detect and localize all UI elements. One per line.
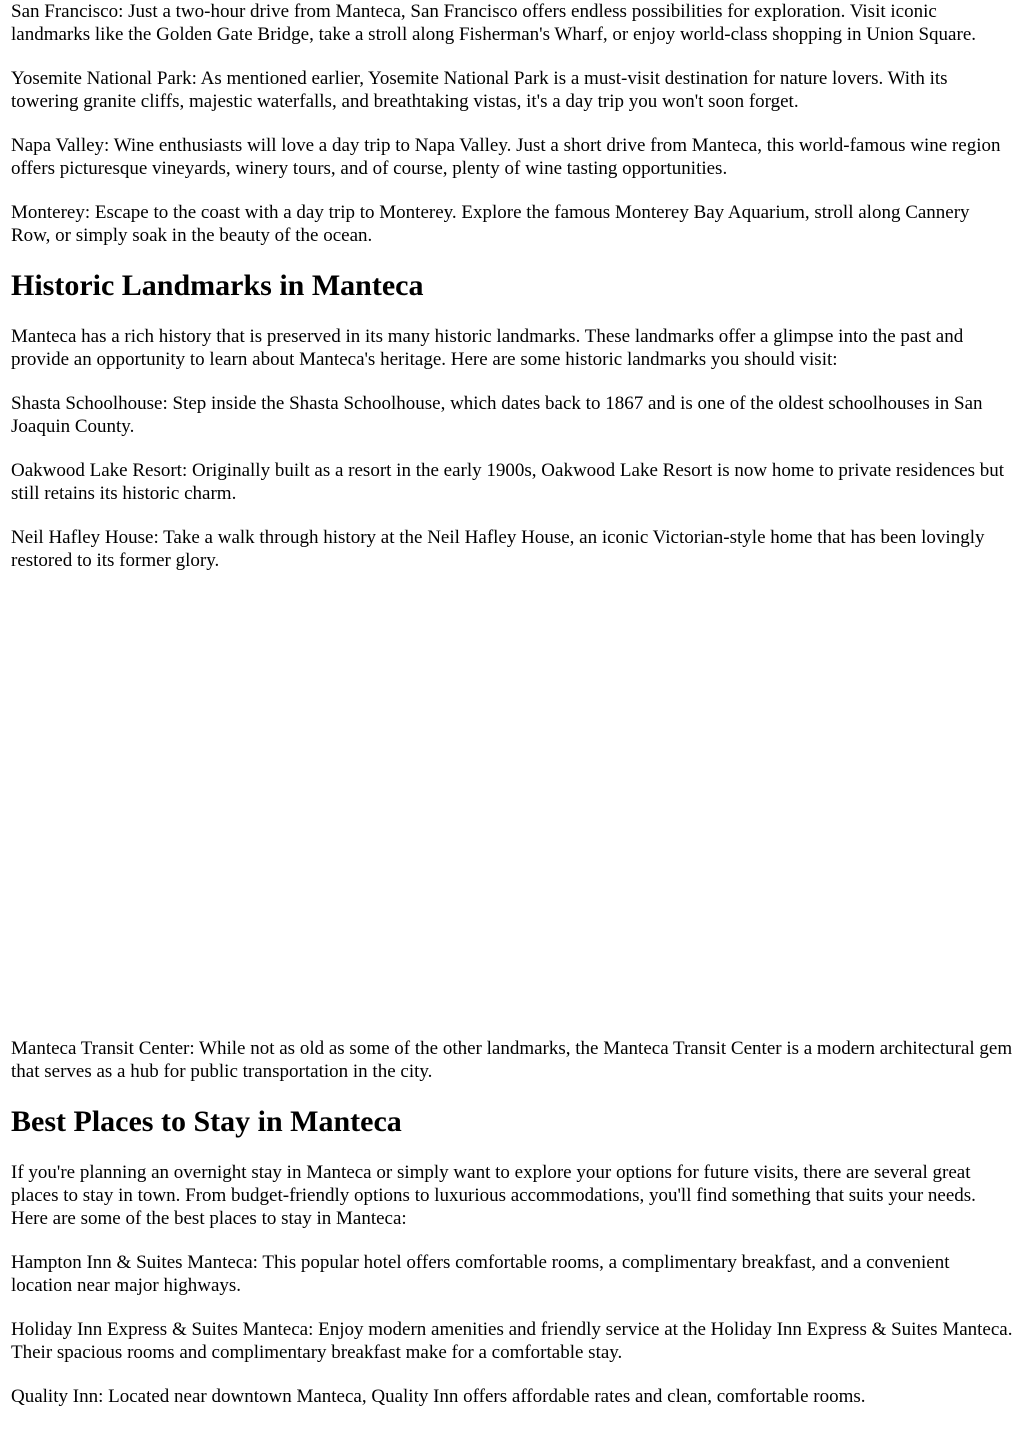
landmark-manteca-transit-center: Manteca Transit Center: While not as old as some of the other landmarks, the Manteca Transit Center is a modern architectural gem that serves as a hub for public transportation in the city.: [11, 1038, 1013, 1082]
landmark-oakwood-lake-resort: Oakwood Lake Resort: Originally built as a resort in the early 1900s, Oakwood Lake Resort is now home to private residences but still retains its historic charm.: [11, 460, 1005, 504]
landmarks-intro: Manteca has a rich history that is preserved in its many historic landmarks. These landmarks offer a glimpse into the past and provide an opportunity to learn about Manteca's heritage. Here are some historic landmarks you should visit:: [11, 326, 964, 370]
stay-intro: If you're planning an overnight stay in Manteca or simply want to explore your options for future visits, there are several great places to stay in town. From budget-friendly options to luxurious accommodations, you'll find something that suits your needs. Here are some of the best places to stay in Manteca:: [11, 1162, 976, 1229]
landmarks-heading: Historic Landmarks in Manteca: [11, 269, 424, 302]
landmark-neil-hafley-house: Neil Hafley House: Take a walk through history at the Neil Hafley House, an iconic Victorian-style home that has been lovingly restored to its former glory.: [11, 527, 985, 571]
day-trip-yosemite: Yosemite National Park: As mentioned earlier, Yosemite National Park is a must-visit destination for nature lovers. With its towering granite cliffs, majestic waterfalls, and breathtaking vistas, it's a day trip you won't soon forget.: [11, 68, 948, 112]
stay-holiday-inn-express: Holiday Inn Express & Suites Manteca: Enjoy modern amenities and friendly service at the Holiday Inn Express & Suites Manteca. Their spacious rooms and complimentary breakfast make for a comfortable stay.: [11, 1319, 1013, 1363]
stay-hampton-inn: Hampton Inn & Suites Manteca: This popular hotel offers comfortable rooms, a complimentary breakfast, and a convenient location near major highways.: [11, 1252, 950, 1296]
day-trip-san-francisco: San Francisco: Just a two-hour drive from Manteca, San Francisco offers endless possibilities for exploration. Visit iconic landmarks like the Golden Gate Bridge, take a stroll along Fisherman's Wharf, or enjoy world-class shopping in Union Square.: [11, 1, 977, 45]
day-trip-monterey: Monterey: Escape to the coast with a day trip to Monterey. Explore the famous Monterey Bay Aquarium, stroll along Cannery Row, or simply soak in the beauty of the ocean.: [11, 202, 970, 246]
stay-quality-inn: Quality Inn: Located near downtown Manteca, Quality Inn offers affordable rates and clean, comfortable rooms.: [11, 1386, 866, 1407]
stay-heading: Best Places to Stay in Manteca: [11, 1105, 402, 1138]
blank-space: [11, 593, 1013, 1037]
landmark-shasta-schoolhouse: Shasta Schoolhouse: Step inside the Shasta Schoolhouse, which dates back to 1867 and is one of the oldest schoolhouses in San Joaquin County.: [11, 393, 983, 437]
day-trip-napa-valley: Napa Valley: Wine enthusiasts will love a day trip to Napa Valley. Just a short drive from Manteca, this world-famous wine region offers picturesque vineyards, winery tours, and of course, plenty of wine tasting opportunities.: [11, 135, 1001, 179]
